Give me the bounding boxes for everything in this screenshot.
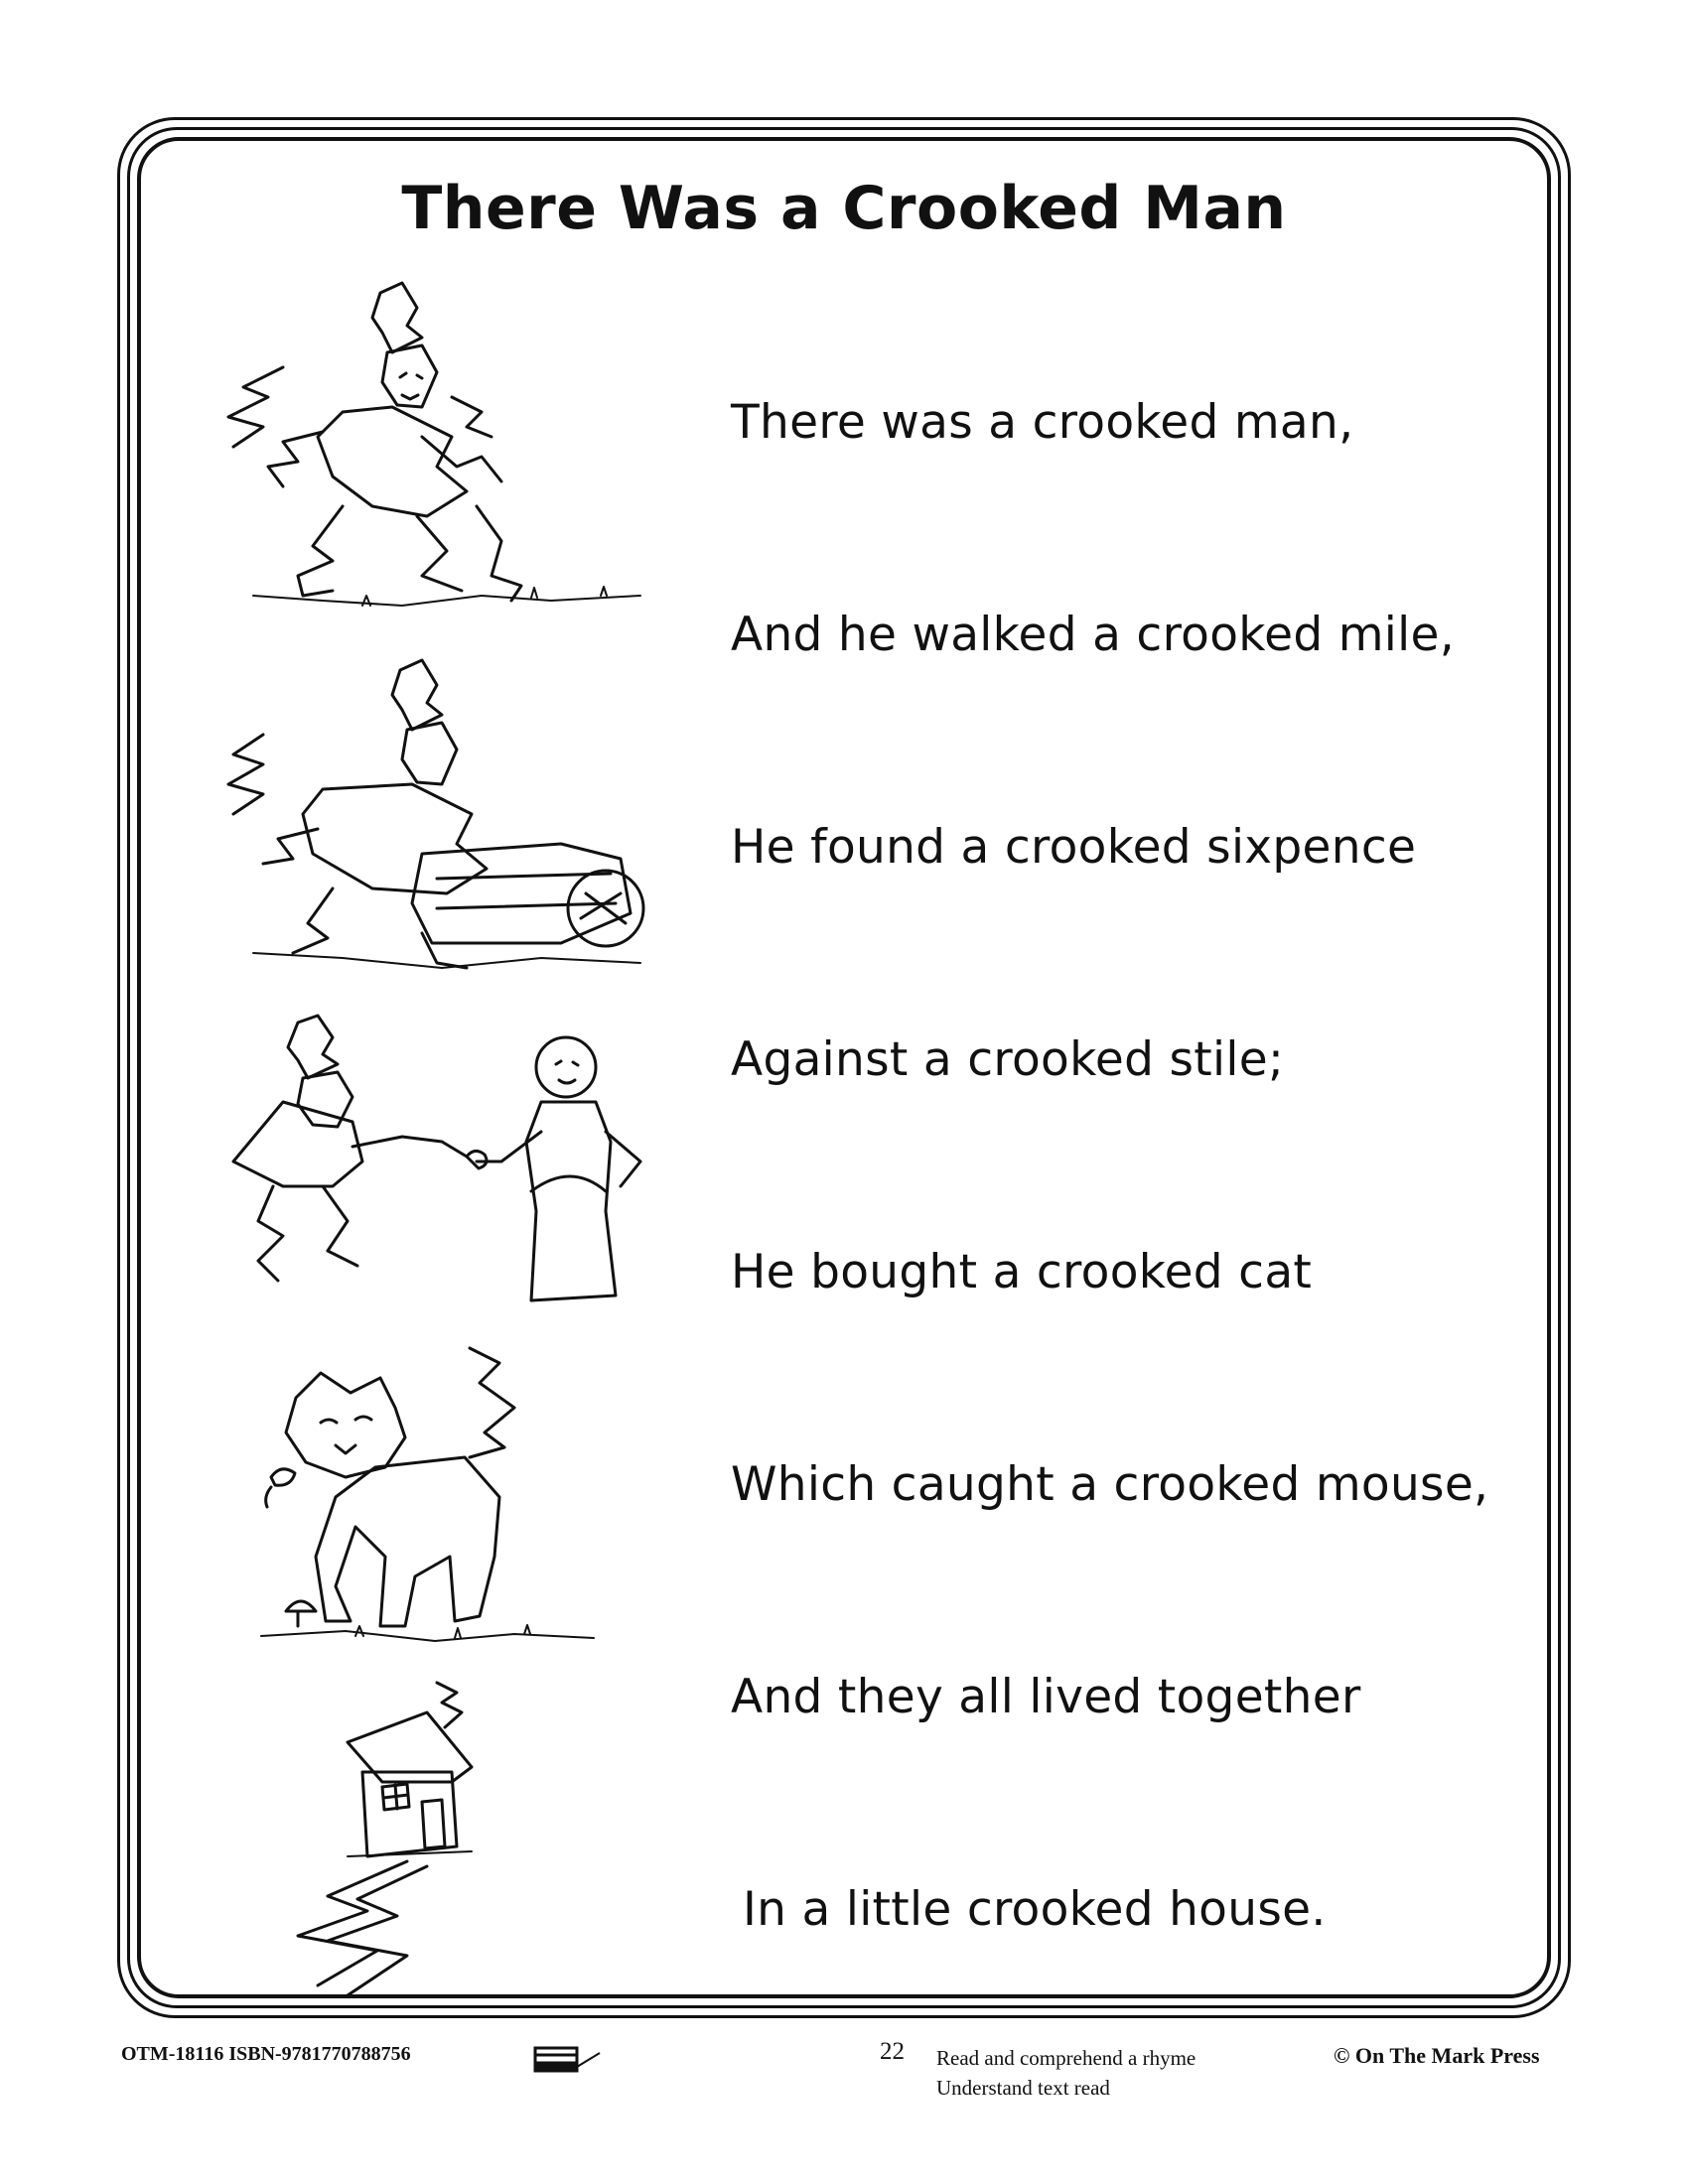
crooked-man-buying-cat-illustration bbox=[213, 1013, 660, 1330]
verse-line-7: And they all lived together bbox=[731, 1670, 1361, 1724]
reading-book-icon bbox=[532, 2045, 602, 2081]
verse-line-2: And he walked a crooked mile, bbox=[731, 608, 1455, 662]
footer-product-code: OTM-18116 ISBN-9781770788756 bbox=[121, 2043, 411, 2065]
verse-line-1: There was a crooked man, bbox=[731, 395, 1354, 450]
page-title: There Was a Crooked Man bbox=[401, 174, 1287, 243]
footer-page-number: 22 bbox=[880, 2038, 905, 2065]
footer-learning-notes bbox=[936, 2043, 1196, 2103]
verse-line-8: In a little crooked house. bbox=[743, 1882, 1327, 1937]
verse-line-4: Against a crooked stile; bbox=[731, 1032, 1285, 1087]
footer-copyright: © On The Mark Press bbox=[1334, 2043, 1540, 2068]
verse-line-5: He bought a crooked cat bbox=[731, 1245, 1313, 1299]
verse-line-6: Which caught a crooked mouse, bbox=[731, 1457, 1489, 1512]
crooked-cat-mouse-illustration bbox=[256, 1338, 604, 1666]
crooked-man-sixpence-illustration bbox=[223, 655, 650, 983]
footer-note-2: Understand text read bbox=[936, 2076, 1110, 2100]
crooked-man-walking-illustration bbox=[223, 278, 650, 625]
footer-note-1: Read and comprehend a rhyme bbox=[936, 2046, 1196, 2070]
verse-line-3: He found a crooked sixpence bbox=[731, 820, 1417, 875]
crooked-house-illustration bbox=[288, 1673, 487, 2010]
